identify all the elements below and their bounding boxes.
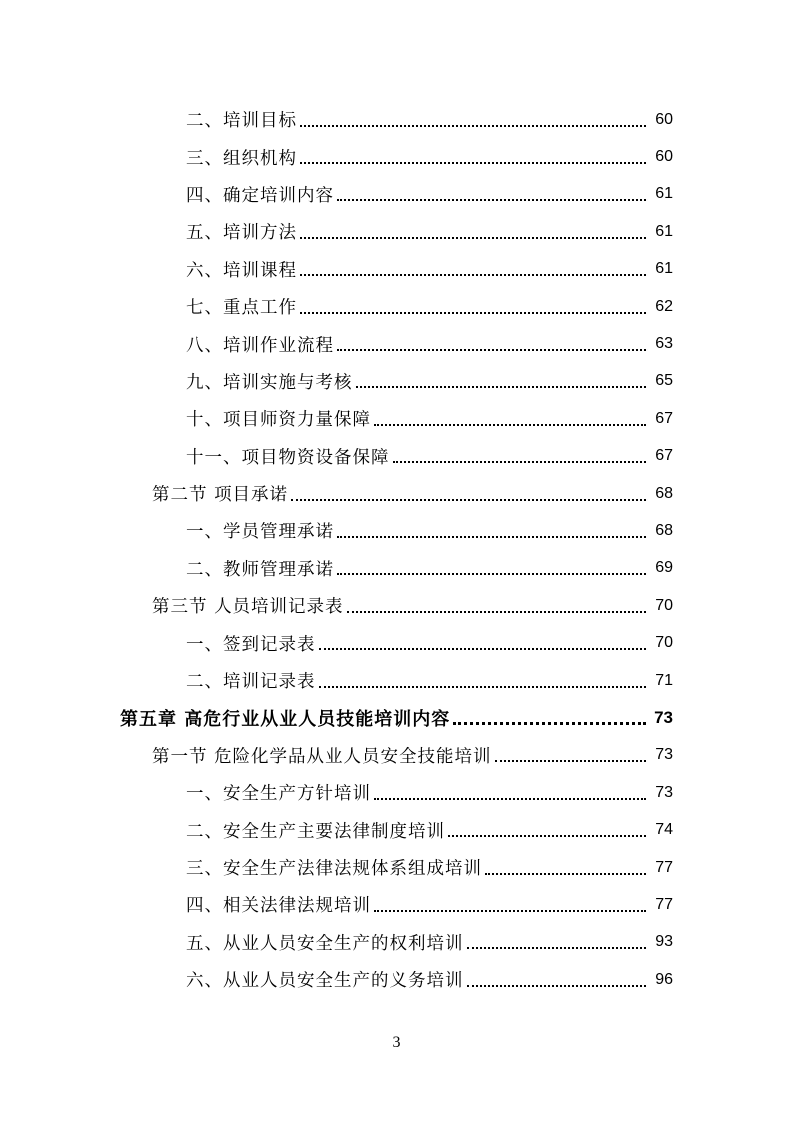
toc-entry-title: 六、从业人员安全生产的义务培训 [186,971,464,992]
toc-entry-title: 第三节 人员培训记录表 [152,597,344,618]
toc-entry[interactable] [0,550,793,587]
toc-entry[interactable] [0,662,793,699]
toc-entry[interactable] [0,849,793,886]
toc-leader-dots [319,648,647,650]
toc-entry-page: 73 [655,746,673,764]
toc-entry-page: 68 [655,484,673,502]
toc-entry[interactable] [0,924,793,961]
toc-entry-title: 七、重点工作 [186,298,297,319]
toc-entry-page: 61 [655,222,673,240]
toc-leader-dots [300,125,646,127]
toc-entry-title: 一、签到记录表 [186,634,316,655]
toc-leader-dots [485,873,646,875]
toc-entry-title: 九、培训实施与考核 [186,372,353,393]
toc-chapter-entry[interactable] [0,699,793,736]
toc-entry-page: 71 [655,671,673,689]
toc-entry-title: 二、培训记录表 [186,672,316,693]
toc-entry-title: 五、培训方法 [186,223,297,244]
toc-leader-dots [495,760,646,762]
toc-section-entry[interactable] [0,475,793,512]
toc-entry-title: 二、培训目标 [186,111,297,132]
toc-leader-dots [467,985,647,987]
toc-leader-dots [319,686,647,688]
toc-entry[interactable] [0,774,793,811]
toc-entry[interactable] [0,961,793,998]
toc-entry-page: 77 [655,858,673,876]
toc-entry[interactable] [0,811,793,848]
toc-entry[interactable] [0,363,793,400]
toc-entry-title: 第二节 项目承诺 [152,485,289,506]
toc-entry[interactable] [0,213,793,250]
toc-entry-page: 77 [655,895,673,913]
toc-entry-page: 73 [655,783,673,801]
toc-entry-title: 二、安全生产主要法律制度培训 [186,821,445,842]
toc-entry-title: 第一节 危险化学品从业人员安全技能培训 [152,746,492,767]
toc-leader-dots [300,162,646,164]
toc-leader-dots [337,536,646,538]
toc-entry-title: 第五章 高危行业从业人员技能培训内容 [120,708,451,730]
toc-leader-dots [453,722,646,725]
toc-entry[interactable] [0,288,793,325]
toc-entry-title: 三、组织机构 [186,148,297,169]
toc-entry-title: 四、确定培训内容 [186,185,334,206]
toc-entry[interactable] [0,176,793,213]
toc-leader-dots [393,461,647,463]
toc-entry-page: 60 [655,110,673,128]
toc-entry-page: 70 [655,596,673,614]
toc-leader-dots [356,386,647,388]
table-of-contents [0,101,793,998]
toc-entry-page: 67 [655,447,673,465]
toc-entry-title: 一、学员管理承诺 [186,522,334,543]
toc-entry-page: 62 [655,297,673,315]
toc-entry[interactable] [0,400,793,437]
toc-entry[interactable] [0,325,793,362]
toc-leader-dots [448,835,646,837]
toc-entry-title: 二、教师管理承诺 [186,559,334,580]
toc-leader-dots [337,573,646,575]
toc-entry-title: 四、相关法律法规培训 [186,896,371,917]
toc-entry[interactable] [0,886,793,923]
toc-entry-title: 十、项目师资力量保障 [186,410,371,431]
toc-entry-page: 74 [655,821,673,839]
toc-entry-page: 69 [655,559,673,577]
toc-entry-page: 93 [655,933,673,951]
toc-entry-title: 三、安全生产法律法规体系组成培训 [186,859,482,879]
toc-entry[interactable] [0,438,793,475]
toc-section-entry[interactable] [0,737,793,774]
page-number: 3 [392,1034,401,1051]
toc-entry[interactable] [0,251,793,288]
toc-leader-dots [300,312,646,314]
toc-entry-title: 一、安全生产方针培训 [186,784,371,805]
toc-leader-dots [374,424,646,426]
toc-entry-title: 十一、项目物资设备保障 [186,447,390,468]
toc-entry-title: 六、培训课程 [186,260,297,281]
toc-entry[interactable] [0,624,793,661]
toc-entry-page: 65 [655,372,673,390]
toc-leader-dots [347,611,646,613]
toc-entry[interactable] [0,138,793,175]
toc-entry[interactable] [0,101,793,138]
toc-leader-dots [291,499,646,501]
toc-section-entry[interactable] [0,587,793,624]
toc-entry-page: 68 [655,521,673,539]
toc-leader-dots [300,274,646,276]
toc-leader-dots [300,237,646,239]
toc-entry[interactable] [0,512,793,549]
toc-entry-page: 70 [655,634,673,652]
toc-leader-dots [467,947,647,949]
toc-entry-title: 五、从业人员安全生产的权利培训 [186,933,464,954]
toc-leader-dots [337,349,646,351]
toc-entry-page: 67 [655,409,673,427]
toc-entry-page: 61 [655,260,673,278]
toc-entry-page: 63 [655,335,673,353]
toc-entry-page: 73 [654,707,673,727]
toc-leader-dots [337,199,646,201]
toc-leader-dots [374,910,646,912]
toc-entry-title: 八、培训作业流程 [186,335,334,356]
toc-leader-dots [374,798,646,800]
toc-entry-page: 61 [655,185,673,203]
toc-entry-page: 60 [655,148,673,166]
toc-entry-page: 96 [655,970,673,988]
